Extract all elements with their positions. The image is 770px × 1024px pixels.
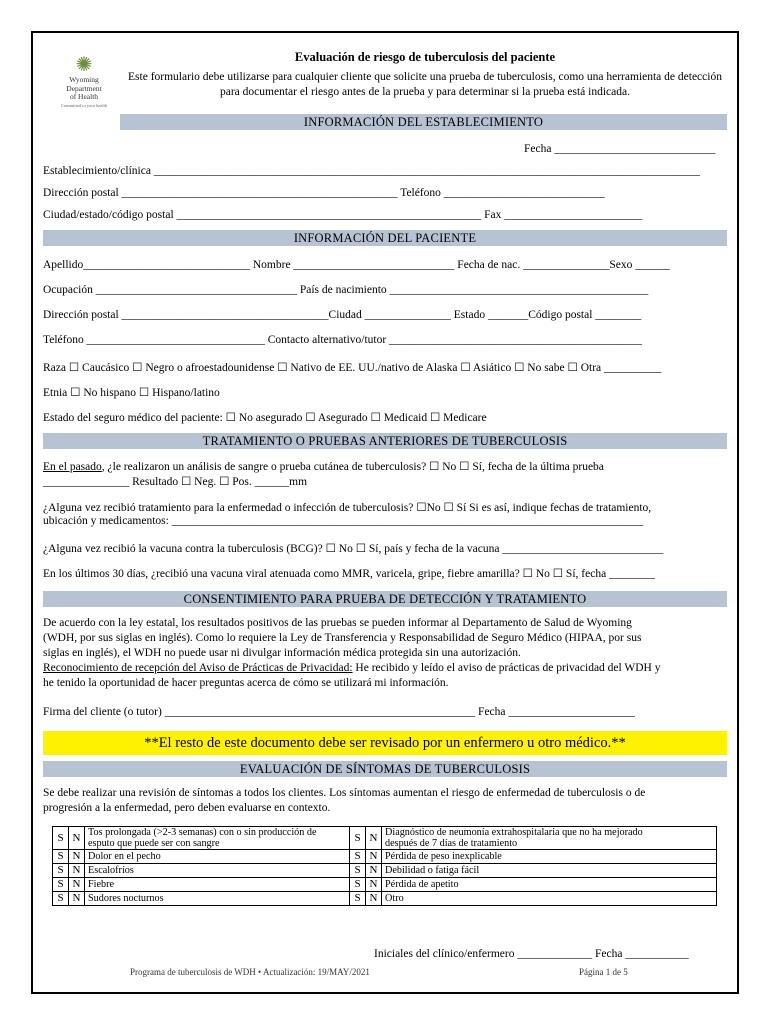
no-option[interactable]: N [69, 850, 85, 864]
no-option[interactable]: N [366, 827, 382, 850]
consent-text-1: De acuerdo con la ley estatal, los resultados positivos de las pruebas se pueden informar al Departamento de Salud de Wyoming [43, 617, 632, 629]
no-option[interactable]: N [366, 850, 382, 864]
table-row [53, 892, 717, 906]
yes-option[interactable]: S [53, 827, 69, 850]
yes-option[interactable]: S [53, 892, 69, 906]
consent-text-3: siglas en inglés), el WDH no puede usar ni divulgar información médica protegida sin una autorización. [43, 647, 521, 659]
section-consent-heading: CONSENTIMIENTO PARA PRUEBA DE DETECCIÓN Y TRATAMIENTO [43, 591, 727, 607]
symptom-label: Pérdida de apetito [382, 878, 717, 892]
section-patient-heading: INFORMACIÓN DEL PACIENTE [43, 230, 727, 246]
symptoms-intro-2: progresión a la enfermedad, pero deben evaluarse en contexto. [43, 802, 331, 814]
privacy-ack-text-2: he tenido la oportunidad de hacer preguntas acerca de cómo se utilizará mi información. [43, 677, 449, 689]
facility-field[interactable]: Establecimiento/clínica _______________________________________________________________________________________________ [43, 165, 701, 177]
table-row [53, 827, 717, 850]
table-row [53, 878, 717, 892]
patient-phone-field[interactable]: Teléfono _______________________________ Contacto alternativo/tutor ____________________________________________ [43, 334, 643, 346]
previous-test-question[interactable] [43, 459, 604, 473]
yes-option[interactable]: S [53, 878, 69, 892]
logo-tagline: Committed to your health [60, 102, 108, 108]
privacy-ack-title: Reconocimiento de recepción del Aviso de Prácticas de Privacidad: [43, 662, 353, 674]
table-row [53, 850, 717, 864]
no-option[interactable]: N [366, 864, 382, 878]
symptom-label: Sudores nocturnos [85, 892, 350, 906]
race-checkboxes[interactable]: Raza ☐ Caucásico ☐ Negro o afroestadounidense ☐ Nativo de EE. UU./nativo de Alaska ☐ Asiático ☐ No sabe ☐ Otra __________ [43, 362, 662, 374]
no-option[interactable]: N [366, 892, 382, 906]
table-row [53, 864, 717, 878]
yes-option[interactable]: S [53, 850, 69, 864]
in-the-past-label: En el pasado [43, 461, 102, 473]
yes-option[interactable]: S [350, 850, 366, 864]
logo-text-3: of Health [69, 92, 99, 101]
symptoms-table [52, 826, 717, 906]
no-option[interactable]: N [69, 864, 85, 878]
symptom-label: Escalofríos [85, 864, 350, 878]
symptom-label: Debilidad o fatiga fácil [382, 864, 717, 878]
establishment-date-field[interactable]: Fecha ____________________________ [524, 143, 716, 155]
patient-address-field[interactable]: Dirección postal ____________________________________Ciudad _______________ Estado _______Código postal ________ [43, 309, 642, 321]
symptom-label: Otro [382, 892, 717, 906]
yes-option[interactable]: S [350, 878, 366, 892]
symptom-label: Fiebre [85, 878, 350, 892]
yes-option[interactable]: S [53, 864, 69, 878]
establishment-city-field[interactable]: Ciudad/estado/código postal _____________________________________________________ Fax ________________________ [43, 209, 643, 221]
previous-test-text: , ¿le realizaron un análisis de sangre o prueba cutánea de tuberculosis? ☐ No ☐ Sí, fecha de la última prueba [101, 461, 604, 473]
clinician-initials-field[interactable]: Iniciales del clínico/enfermero _____________ Fecha ___________ [374, 948, 689, 960]
wdh-logo [53, 54, 115, 120]
privacy-ack-rest: He recibido y leído el aviso de prácticas de privacidad del WDH y [352, 662, 661, 674]
symptoms-intro-1: Se debe realizar una revisión de síntomas a todos los clientes. Los síntomas aumentan el riesgo de enfermedad de tuberculosis o de [43, 787, 646, 799]
treatment-details-field[interactable]: ubicación y medicamentos: __________________________________________________________________________________ [43, 515, 644, 527]
establishment-address-field[interactable]: Dirección postal ________________________________________________ Teléfono ____________________________ [43, 187, 605, 199]
logo-text-1: Wyoming [69, 75, 99, 84]
yes-option[interactable]: S [350, 892, 366, 906]
form-intro: Este formulario debe utilizarse para cualquier cliente que solicite una prueba de tuberculosis, como una herramienta de detección para documentar el riesgo antes de la prueba y para determinar si la prueba está indicada. [128, 71, 722, 98]
patient-name-field[interactable]: Apellido_____________________________ Nombre ____________________________ Fecha de nac. _______________Sexo ______ [43, 259, 670, 271]
section-establishment-heading: INFORMACIÓN DEL ESTABLECIMIENTO [120, 114, 727, 130]
no-option[interactable]: N [69, 892, 85, 906]
symptom-label: Tos prolongada (>2-3 semanas) con o sin producción de esputo que puede ser con sangre [85, 827, 350, 850]
clinician-review-notice: **El resto de este documento debe ser revisado por un enfermero u otro médico.** [43, 731, 727, 755]
symptom-label: Diagnóstico de neumonía extrahospitalaria que no ha mejorado después de 7 días de tratamiento [382, 827, 717, 850]
privacy-ack-text [43, 662, 661, 674]
consent-text-2: (WDH, por sus siglas en inglés). Como lo requiere la Ley de Transferencia y Responsabilidad de Seguro Médico (HIPAA, por sus [43, 632, 642, 644]
no-option[interactable]: N [69, 827, 85, 850]
form-title: Evaluación de riesgo de tuberculosis del paciente [294, 50, 556, 64]
section-symptoms-heading: EVALUACIÓN DE SÍNTOMAS DE TUBERCULOSIS [43, 761, 727, 777]
live-vaccine-question[interactable]: En los últimos 30 días, ¿recibió una vacuna viral atenuada como MMR, varicela, gripe, fiebre amarilla? ☐ No ☐ Sí, fecha ________ [43, 568, 656, 580]
treatment-question[interactable]: ¿Alguna vez recibió tratamiento para la enfermedad o infección de tuberculosis? ☐No ☐ Sí Si es así, indique fechas de tratamiento, [43, 502, 652, 514]
symptom-label: Dolor en el pecho [85, 850, 350, 864]
section-previous-heading: TRATAMIENTO O PRUEBAS ANTERIORES DE TUBERCULOSIS [43, 433, 727, 449]
patient-occupation-field[interactable]: Ocupación ___________________________________ País de nacimiento _____________________________________________ [43, 284, 649, 296]
bcg-question[interactable]: ¿Alguna vez recibió la vacuna contra la tuberculosis (BCG)? ☐ No ☐ Sí, país y fecha de la vacuna ____________________________ [43, 543, 664, 555]
no-option[interactable]: N [366, 878, 382, 892]
footer-page-number: Página 1 de 5 [579, 967, 628, 977]
symptom-label: Pérdida de peso inexplicable [382, 850, 717, 864]
previous-test-result-field[interactable]: _______________ Resultado ☐ Neg. ☐ Pos. ______mm [43, 476, 308, 488]
ethnicity-checkboxes[interactable]: Etnia ☐ No hispano ☐ Hispano/latino [43, 387, 220, 399]
client-signature-field[interactable]: Firma del cliente (o tutor) ______________________________________________________ Fecha ______________________ [43, 706, 635, 718]
logo-text-2: Department [66, 83, 102, 93]
insurance-checkboxes[interactable]: Estado del seguro médico del paciente: ☐ No asegurado ☐ Asegurado ☐ Medicaid ☐ Medicare [43, 412, 487, 424]
yes-option[interactable]: S [350, 827, 366, 850]
wyoming-sunburst-icon: ✺ [75, 54, 93, 76]
yes-option[interactable]: S [350, 864, 366, 878]
no-option[interactable]: N [69, 878, 85, 892]
footer-program: Programa de tuberculosis de WDH • Actualización: 19/MAY/2021 [130, 967, 370, 977]
